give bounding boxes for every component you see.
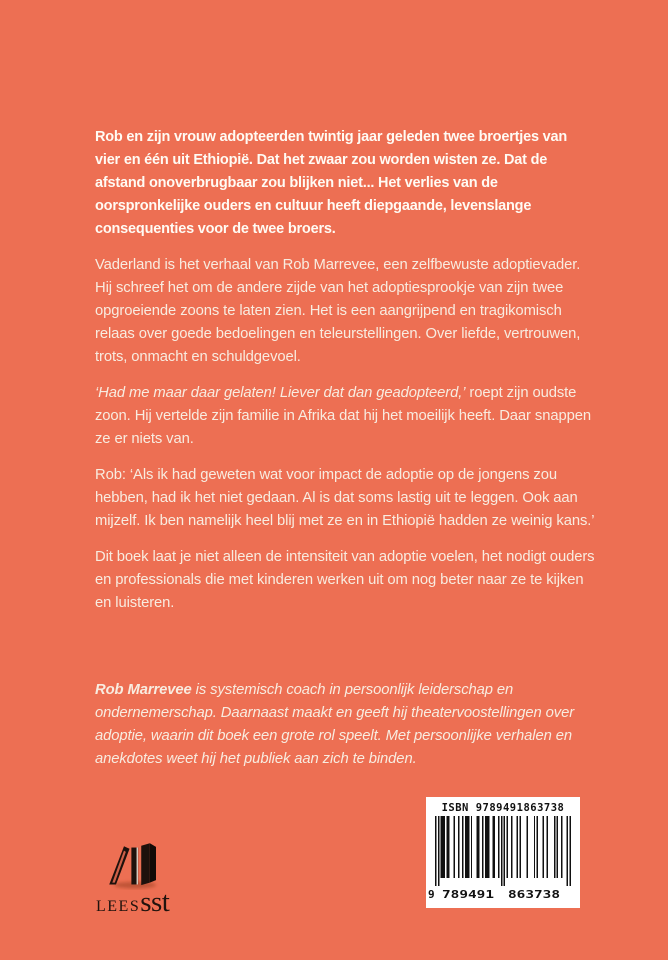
author-bio [95, 679, 595, 771]
isbn-number-label: ISBN 9789491863738 [441, 802, 565, 814]
son-quote-paragraph [95, 382, 595, 451]
back-cover-text [95, 126, 595, 784]
rob-quote-paragraph: Rob: ‘Als ik had geweten wat voor impact de adoptie op de jongens zou hebben, had ik het niet gedaan. Al is dat soms lastig uit te leggen. Ook aan mijzelf. Ik ben namelijk heel blij met ze en in Ethiopië hadden ze weinig kans.’ [95, 467, 595, 529]
isbn-barcode [426, 797, 580, 908]
barcode-bars [428, 816, 578, 902]
description-paragraph: Vaderland is het verhaal van Rob Marrevee, een zelfbewuste adoptievader. Hij schreef het om de andere zijde van het adoptiesprookje van zijn twee opgroeiende zoons te laten zien. Het is een aangrijpend en tragikomisch relaas over goede bedoelingen en teleurstellingen. Over liefde, vertrouwen, trots, onmacht en schuldgevoel. [95, 257, 581, 365]
svg-text:863738: 863738 [508, 888, 560, 901]
son-quote-italic: ‘Had me maar daar gelaten! Liever dat dan geadopteerd,’ [95, 385, 466, 401]
intro-paragraph: Rob en zijn vrouw adopteerden twintig jaar geleden twee broertjes van vier en één uit Ethiopië. Dat het zwaar zou worden wisten ze. Dat de afstand onoverbrugbaar zou blijken niet... Het verlies van de oorspronkelijke ouders en cultuur heeft diepgaande, levenslange consequenties voor de twee broers. [95, 129, 568, 237]
author-name: Rob Marrevee [95, 682, 192, 698]
publisher-logo-text [96, 888, 206, 917]
books-icon [104, 842, 160, 890]
publisher-logo [96, 842, 206, 917]
svg-text:789491: 789491 [442, 888, 495, 901]
logo-text-lees: LEES [96, 898, 141, 915]
svg-text:9: 9 [428, 888, 435, 901]
logo-text-sst: sst [140, 886, 170, 918]
closing-paragraph: Dit boek laat je niet alleen de intensiteit van adoptie voelen, het nodigt ouders en professionals die met kinderen werken uit om nog beter naar ze te kijken en luisteren. [95, 549, 595, 611]
son-quote-rest: roept zijn oudste zoon. Hij vertelde zijn familie in Afrika dat hij het moeilijk heeft. Daar snappen ze er niets van. [95, 385, 591, 447]
author-bio-text: is systemisch coach in persoonlijk leiderschap en ondernemerschap. Daarnaast maakt en geeft hij theatervoostellingen over adoptie, waarin dit boek een grote rol speelt. Met persoonlijke verhalen en anekdotes weet hij het publiek aan zich te binden. [95, 682, 575, 767]
